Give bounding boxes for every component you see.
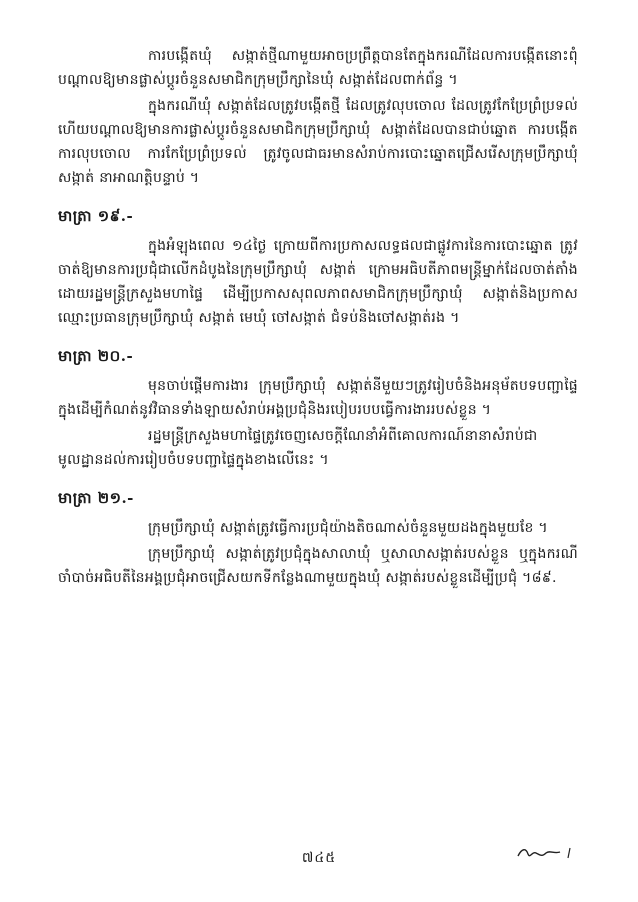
article-20-heading: មាត្រា ២០.-: [58, 347, 134, 365]
article-21-heading: មាត្រា ២១.-: [58, 489, 134, 507]
article-20-paragraph-1: មុនចាប់ផ្ដើមការងារ ក្រុមប្រឹក្សាឃុំ សង្កាត់នីមួយៗត្រូវរៀបចំនិងអនុម័តបទបញ្ជាផ្ទៃក្នុងដើម្បីកំណត់នូវវិធានទាំងឡាយសំរាប់អង្គប្រជុំនិងរបៀបរបបធ្វើការងាររបស់ខ្លួន ។: [58, 378, 578, 418]
document-page: [58, 44, 578, 592]
signature-mark: [516, 842, 578, 866]
article-21-paragraph-2: ក្រុមប្រឹក្សាឃុំ សង្កាត់ត្រូវប្រជុំក្នុងសាលាឃុំ ឬសាលាសង្កាត់របស់ខ្លួន ឬក្នុងករណីចាំបាច់អធិបតីនៃអង្គប្រជុំអាចជ្រើសយកទីកន្លែងណាមួយក្នុងឃុំ សង្កាត់របស់ខ្លួនដើម្បីប្រជុំ ។៨៩.: [58, 546, 578, 586]
article-21-paragraph-1: ក្រុមប្រឹក្សាឃុំ សង្កាត់ត្រូវធ្វើការប្រជុំយ៉ាងតិចណាស់ចំនួនមួយដងក្នុងមួយខែ ។: [148, 520, 548, 536]
article-19-heading: មាត្រា ១៩.-: [58, 207, 134, 225]
intro-paragraph-1: ការបង្កើតឃុំ សង្កាត់ថ្មីណាមួយអាចប្រព្រឹត្តបានតែក្នុងករណីដែលការបង្កើតនោះពុំបណ្ដាលឱ្យមានផ្លាស់ប្ដូរចំនួនសមាជិកក្រុមប្រឹក្សានៃឃុំ សង្កាត់ដែលពាក់ព័ន្ធ ។: [58, 48, 578, 88]
article-19-paragraph-1: ក្នុងអំឡុងពេល ១៤ថ្ងៃ ក្រោយពីការប្រកាសលទ្ធផលជាផ្លូវការនៃការបោះឆ្នោត ត្រូវចាត់ឱ្យមានការប្រជុំជាលើកដំបូងនៃក្រុមប្រឹក្សាឃុំ សង្កាត់ ក្រោមអធិបតីភាពមន្ត្រីម្នាក់ដែលចាត់តាំងដោយរដ្ឋមន្ត្រីក្រសួងមហាផ្ទៃ ដើម្បីប្រកាសសុពលភាពសមាជិកក្រុមប្រឹក្សាឃុំ សង្កាត់និងប្រកាសឈ្មោះប្រធានក្រុមប្រឹក្សាឃុំ សង្កាត់ មេឃុំ ចៅសង្កាត់ ជំទប់និងចៅសង្កាត់រង ។: [58, 238, 578, 326]
intro-paragraph-2: ក្នុងករណីឃុំ សង្កាត់ដែលត្រូវបង្កើតថ្មី ដែលត្រូវលុបចោល ដែលត្រូវកែប្រែព្រំប្រទល់ ហើយបណ្ដាលឱ្យមានការផ្លាស់ប្ដូរចំនួនសមាជិកក្រុមប្រឹក្សាឃុំ សង្កាត់ដែលបានជាប់ឆ្នោត ការបង្កើត ការលុបចោល ការកែប្រែព្រំប្រទល់ ត្រូវចូលជាធរមានសំរាប់ការបោះឆ្នោតជ្រើសរើសក្រុមប្រឹក្សាឃុំ សង្កាត់ នាអាណត្តិបន្ទាប់ ។: [58, 98, 578, 186]
article-20-paragraph-2: រដ្ឋមន្ត្រីក្រសួងមហាផ្ទៃត្រូវចេញសេចក្ដីណែនាំអំពីគោលការណ៍នានាសំរាប់ជាមូលដ្ឋានដល់ការរៀបចំបទបញ្ជាផ្ទៃក្នុងខាងលើនេះ ។: [58, 428, 538, 468]
page-number: ៧៤៥: [301, 850, 337, 866]
